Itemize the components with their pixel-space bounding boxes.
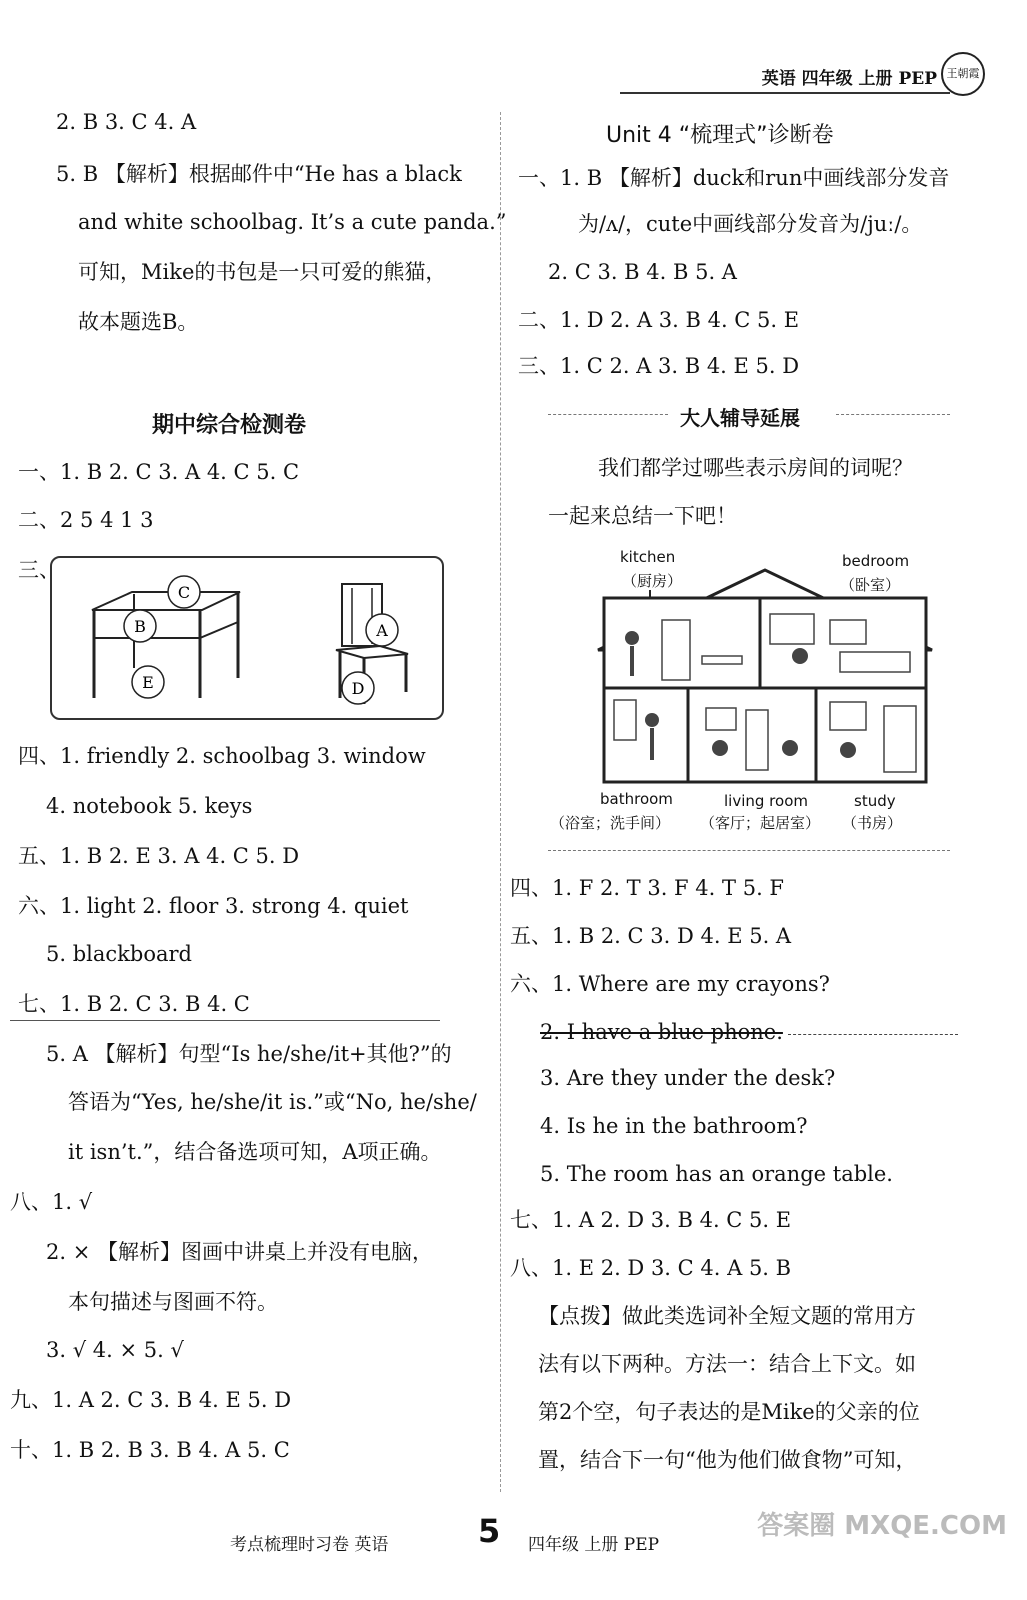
tip-line: 第2个空，句子表达的是Mike的父亲的位 [538, 1400, 920, 1424]
tip-line: 法有以下两种。方法一：结合上下文。如 [538, 1352, 916, 1376]
answer-line: 一、1. B 2. C 3. A 4. C 5. C [18, 460, 300, 484]
room-label-study: study [854, 792, 896, 810]
answer-line: 一、1. B 【解析】duck和run中画线部分发音 [518, 166, 950, 190]
answer-line: 六、1. Where are my crayons? [510, 972, 830, 996]
answer-line: 5. blackboard [46, 942, 192, 966]
answer-line: 三、 [18, 558, 60, 582]
footer-left: 考点梳理时习卷 英语 [230, 1535, 389, 1555]
answer-line: and white schoolbag. It’s a cute panda.” [78, 210, 507, 234]
answer-line: 4. Is he in the bathroom? [540, 1114, 808, 1138]
divider [548, 414, 668, 415]
answer-line: 3. √ 4. × 5. √ [46, 1338, 184, 1362]
answer-line: 答语为“Yes, he/she/it is.”或“No, he/she/ [68, 1090, 477, 1114]
label-a: A [376, 621, 388, 640]
answer-line: 2. × 【解析】图画中讲桌上并没有电脑， [46, 1240, 433, 1264]
extension-title: 大人辅导延展 [680, 406, 800, 430]
answer-line: 5. A 【解析】句型“Is he/she/it+其他?”的 [46, 1042, 452, 1066]
answer-line: 七、1. A 2. D 3. B 4. C 5. E [510, 1208, 792, 1232]
extension-text: 我们都学过哪些表示房间的词呢？ [598, 456, 913, 480]
tip-line: 【点拨】做此类选词补全短文题的常用方 [538, 1304, 916, 1328]
unit-title: Unit 4 “梳理式”诊断卷 [606, 123, 834, 148]
room-label-kitchen-cn: （厨房） [622, 572, 683, 590]
answer-line: 六、1. light 2. floor 3. strong 4. quiet [18, 894, 409, 918]
answer-line: 九、1. A 2. C 3. B 4. E 5. D [10, 1388, 292, 1412]
section-title: 期中综合检测卷 [152, 412, 307, 438]
label-e: E [142, 673, 154, 692]
answer-line: 2. I have a blue phone. [540, 1020, 783, 1044]
table-chair-illustration [52, 558, 442, 718]
room-label-study-cn: （书房） [842, 814, 903, 832]
answer-line: 七、1. B 2. C 3. B 4. C [18, 992, 250, 1016]
answer-line: it isn’t.”，结合备选项可知，A项正确。 [68, 1140, 442, 1164]
answer-line: 八、1. E 2. D 3. C 4. A 5. B [510, 1256, 792, 1280]
answer-line: 二、1. D 2. A 3. B 4. C 5. E [518, 308, 800, 332]
header-rule [620, 92, 950, 94]
room-label-bedroom: bedroom [842, 552, 910, 570]
answer-line: 五、1. B 2. E 3. A 4. C 5. D [18, 844, 300, 868]
room-label-living-cn: （客厅；起居室） [700, 814, 821, 832]
room-label-kitchen: kitchen [620, 548, 676, 566]
answer-line: 4. notebook 5. keys [46, 794, 253, 818]
divider [10, 1020, 440, 1021]
room-label-bathroom: bathroom [600, 790, 673, 808]
answer-line: 故本题选B。 [78, 310, 199, 334]
divider [548, 850, 950, 851]
answer-line: 2. B 3. C 4. A [56, 110, 197, 134]
room-label-bathroom-cn: （浴室；洗手间） [550, 814, 671, 832]
column-divider [500, 112, 501, 1492]
answer-line: 可知，Mike的书包是一只可爱的熊猫， [78, 260, 447, 284]
answer-line: 3. Are they under the desk? [540, 1066, 836, 1090]
extension-text: 一起来总结一下吧！ [548, 504, 737, 528]
answer-line: 三、1. C 2. A 3. B 4. E 5. D [518, 354, 800, 378]
answer-line: 四、1. F 2. T 3. F 4. T 5. F [510, 876, 784, 900]
answer-line: 四、1. friendly 2. schoolbag 3. window [18, 744, 426, 768]
room-label-living: living room [724, 792, 808, 810]
watermark: 答案圈 MXQE.COM [757, 1511, 1007, 1541]
room-label-bedroom-cn: （卧室） [840, 576, 901, 594]
answer-line: 5. B 【解析】根据邮件中“He has a black [56, 162, 462, 186]
answer-line: 二、2 5 4 1 3 [18, 508, 154, 532]
answer-line: 2. C 3. B 4. B 5. A [548, 260, 737, 284]
label-d: D [351, 679, 365, 698]
divider [788, 1034, 958, 1035]
logo: 王朝霞 [941, 52, 985, 96]
footer-right: 四年级 上册 PEP [528, 1535, 660, 1555]
label-c: C [177, 583, 191, 602]
tip-line: 置，结合下一句“他为他们做食物”可知， [538, 1448, 917, 1472]
answer-line: 本句描述与图画不符。 [68, 1290, 278, 1314]
answer-line: 十、1. B 2. B 3. B 4. A 5. C [10, 1438, 290, 1462]
house-illustration [590, 560, 940, 790]
header-title: 英语 四年级 上册 PEP [761, 69, 937, 89]
label-b: B [134, 617, 146, 636]
table-chair-figure [50, 556, 444, 720]
answer-line: 五、1. B 2. C 3. D 4. E 5. A [510, 924, 792, 948]
answer-line: 八、1. √ [10, 1190, 93, 1214]
answer-line: 5. The room has an orange table. [540, 1162, 893, 1186]
answer-line: 为/ʌ/，cute中画线部分发音为/juː/。 [578, 212, 923, 236]
page-number: 5 [478, 1512, 501, 1550]
divider [836, 414, 950, 415]
